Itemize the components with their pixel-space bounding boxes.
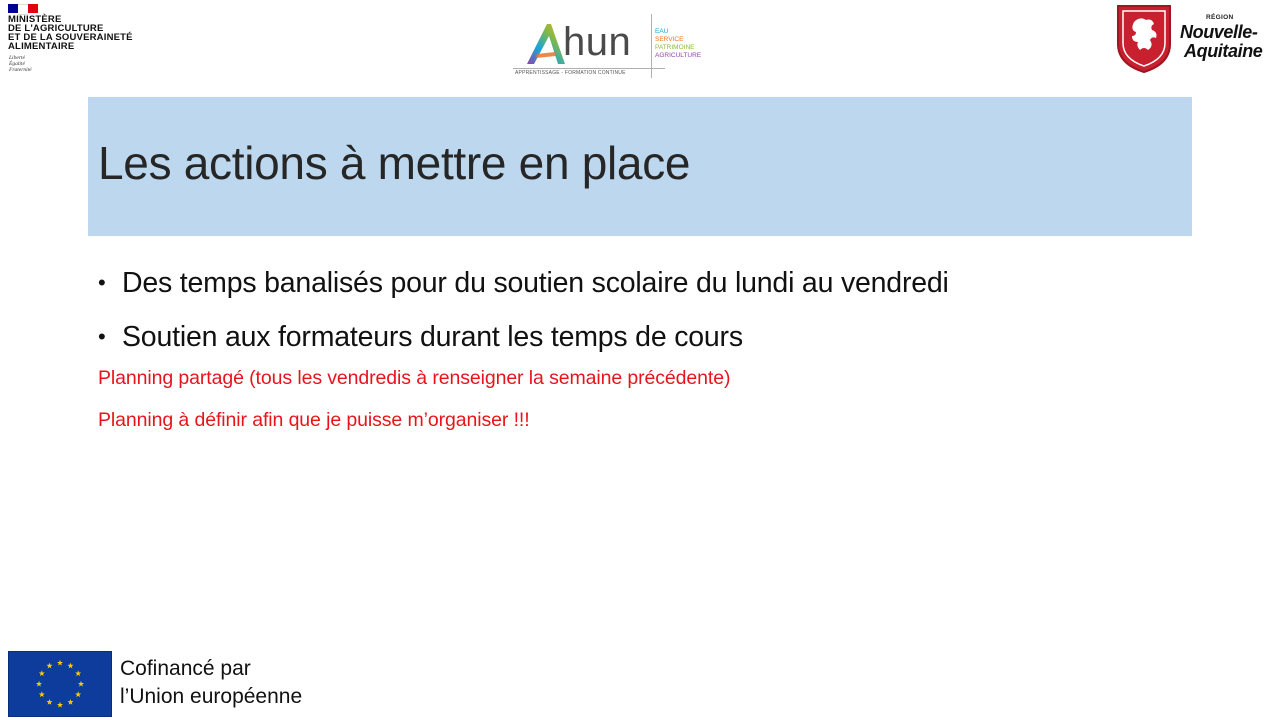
ahun-logo [507,4,703,82]
bullet-dot-icon: • [98,270,106,295]
ministere-line-2: DE L'AGRICULTURE [8,23,104,34]
motto-fraternite: Fraternité [9,67,32,73]
lion-shield-icon [1114,2,1174,74]
bullet-text: Soutien aux formateurs durant les temps de cours [122,321,743,353]
bullet-item [98,262,1198,304]
bullet-item [98,316,1198,358]
eu-cofunding [8,651,368,717]
region-logo [1112,2,1272,76]
ahun-patrimoine: PATRIMOINE [655,44,695,51]
motto-egalite: Égalité [9,61,25,67]
eu-flag-icon [8,651,112,717]
ahun-divider-horizontal [513,68,665,69]
note-define-planning: Planning à définir afin que je puisse m’organiser !!! [98,409,530,431]
ministere-line-4: ALIMENTAIRE [8,41,75,52]
ahun-a-mark-icon [525,22,567,66]
bullet-text: Des temps banalisés pour du soutien scolaire du lundi au vendredi [122,267,949,299]
ministere-logo [8,4,168,76]
ministere-line-3: ET DE LA SOUVERAINETÉ [8,32,133,43]
motto-liberte: Liberté [9,55,25,61]
slide-body [98,262,1198,448]
slide-title: Les actions à mettre en place [98,137,691,189]
ahun-eau: EAU [655,28,669,35]
title-band [88,97,1192,236]
french-flag-icon [8,4,38,13]
note-shared-planning: Planning partagé (tous les vendredis à renseigner la semaine précédente) [98,367,731,389]
ministere-line-1: MINISTÈRE [8,14,62,25]
ahun-service: SERVICE [655,36,684,43]
ahun-agriculture: AGRICULTURE [655,52,702,59]
ahun-subtitle: APPRENTISSAGE - FORMATION CONTINUE [515,70,626,76]
eu-line-1: Cofinancé par [120,657,251,680]
ahun-wordmark: hun [563,20,632,64]
region-name-line-1: Nouvelle- [1180,22,1258,42]
region-label: RÉGION [1206,14,1234,21]
bullet-dot-icon: • [98,324,106,349]
eu-line-2: l’Union européenne [120,685,303,708]
region-name-line-2: Aquitaine [1184,41,1263,61]
